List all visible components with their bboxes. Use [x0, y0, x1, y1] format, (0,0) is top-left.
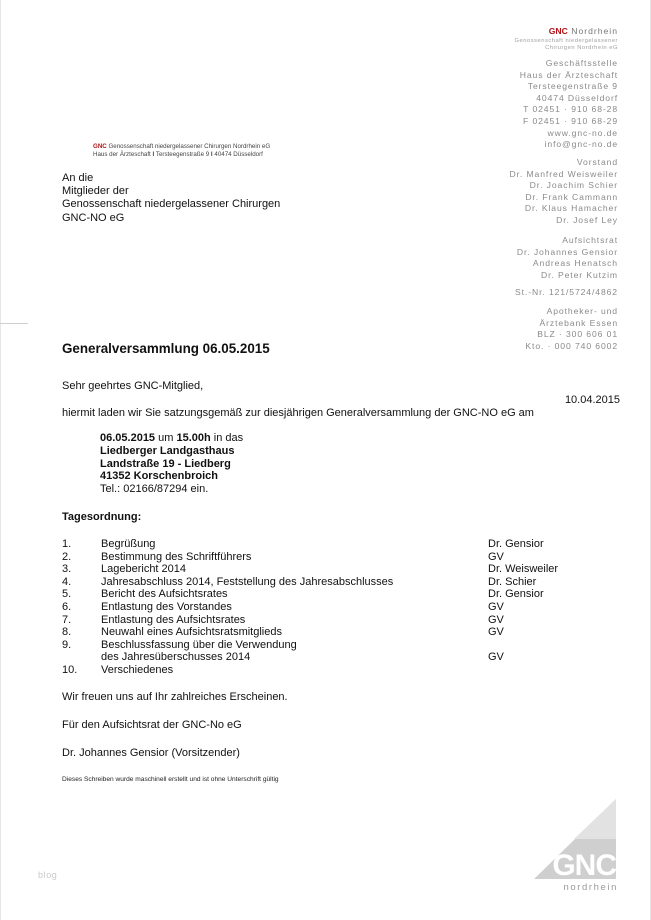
agenda-responsible: GV	[488, 550, 504, 563]
agenda-list	[62, 538, 582, 677]
board-member: Dr. Joachim Schier	[529, 180, 618, 191]
venue-connector: in das	[210, 432, 244, 444]
agenda-row	[62, 626, 582, 639]
agenda-number: 10.	[62, 663, 78, 676]
footnote: Dieses Schreiben wurde maschinell erstellt und ist ohne Unterschrift gültig	[62, 776, 279, 783]
agenda-item: Neuwahl eines Aufsichtsratsmitglieds	[101, 626, 282, 639]
agenda-number: 2.	[62, 550, 72, 563]
recipient-line: Genossenschaft niedergelassener Chirurgen	[62, 198, 281, 211]
board-member: Dr. Manfred Weisweiler	[509, 168, 618, 179]
letterhead-tax-number	[515, 287, 618, 299]
bank-line: Apotheker- und	[546, 306, 618, 316]
sender-house: Haus der Ärzteschaft	[93, 151, 151, 158]
agenda-number: 9.	[62, 638, 72, 651]
agenda-row	[62, 551, 582, 564]
supervisory-member: Dr. Peter Kutzim	[541, 269, 618, 280]
agenda-row	[62, 601, 582, 614]
letter-date: 10.04.2015	[564, 394, 620, 406]
bank-line: BLZ · 300 606 01	[537, 329, 618, 340]
tax-number: St.-Nr. 121/5724/4862	[515, 287, 618, 297]
agenda-row	[62, 614, 582, 627]
board-member: Dr. Josef Ley	[556, 214, 618, 225]
letterhead-board	[510, 157, 618, 227]
watermark-text: blog	[38, 870, 58, 880]
agenda-responsible: Dr. Gensior	[488, 538, 544, 550]
agenda-responsible: GV	[488, 600, 504, 613]
agenda-item: Lagebericht 2014	[101, 563, 187, 576]
sender-return-line	[93, 143, 270, 159]
venue-block	[100, 432, 243, 496]
supervisory-member: Andreas Henatsch	[532, 258, 618, 269]
recipient-address	[62, 172, 280, 225]
sender-separator: I	[152, 151, 155, 158]
agenda-number: 7.	[62, 613, 72, 626]
agenda-item: Jahresabschluss 2014, Feststellung des Jahresabschlusses	[101, 575, 394, 588]
supervisory-title: Aufsichtsrat	[562, 235, 618, 245]
letterhead-bank	[525, 306, 618, 352]
agenda-item: Bericht des Aufsichtsrates	[101, 588, 228, 601]
logo-triangle-highlight	[574, 799, 616, 839]
venue-phone: Tel.: 02166/87294 ein.	[100, 483, 209, 496]
agenda-item: Bestimmung des Schriftführers	[101, 550, 252, 563]
signer-name: Dr. Johannes Gensior (Vorsitzender)	[62, 747, 240, 759]
salutation: Sehr geehrtes GNC-Mitglied,	[62, 380, 204, 392]
agenda-number: 1.	[62, 538, 72, 550]
agenda-item: Entlastung des Vorstandes	[101, 600, 232, 613]
agenda-row	[62, 664, 582, 677]
board-line: Für den Aufsichtsrat der GNC-No eG	[62, 719, 242, 731]
fold-mark	[0, 323, 28, 324]
recipient-line: An die	[62, 172, 94, 184]
agenda-row	[62, 576, 582, 589]
bank-line: Kto. · 000 740 6002	[525, 340, 618, 351]
bank-line: Ärztebank Essen	[539, 317, 618, 328]
office-line: Geschäftsstelle	[545, 58, 618, 68]
logo-region: nordrhein	[563, 882, 618, 893]
office-phone: T 02451 · 910 68-28	[523, 104, 618, 115]
agenda-responsible: GV	[488, 626, 504, 639]
sender-mark: GNC	[93, 143, 107, 150]
agenda-title: Tagesordnung:	[62, 511, 142, 523]
agenda-responsible: Dr. Schier	[488, 575, 537, 588]
brand-sub-line: Genossenschaft niedergelassener	[514, 38, 618, 44]
subject-line: Generalversammlung 06.05.2015	[62, 341, 270, 356]
venue-street: Landstraße 19 - Liedberg	[100, 457, 231, 470]
brand-mark: GNC	[548, 26, 568, 36]
letterhead-brand	[549, 26, 618, 38]
agenda-number: 5.	[62, 588, 72, 601]
venue-connector: um	[155, 432, 177, 444]
agenda-row	[62, 588, 582, 601]
agenda-responsible: GV	[488, 651, 504, 664]
meeting-date: 06.05.2015	[100, 432, 156, 444]
agenda-number: 3.	[62, 563, 72, 576]
brand-sub-line: Chirurgen Nordrhein eG	[545, 45, 618, 51]
letterhead-supervisory	[517, 235, 618, 281]
office-line: Haus der Ärzteschaft	[519, 69, 618, 80]
agenda-item: Begrüßung	[101, 538, 156, 550]
supervisory-member: Dr. Johannes Gensior	[516, 246, 618, 257]
agenda-number: 4.	[62, 575, 72, 588]
brand-region: Nordrhein	[571, 26, 618, 36]
recipient-line: GNC-NO eG	[62, 211, 125, 224]
agenda-item: Entlastung des Aufsichtsrates	[101, 613, 246, 626]
sender-city: 40474 Düsseldorf	[214, 151, 263, 158]
sender-street: Tersteegenstraße 9	[155, 151, 210, 158]
agenda-row	[62, 538, 582, 551]
sender-separator: I	[210, 151, 213, 158]
board-title: Vorstand	[576, 157, 618, 167]
board-member: Dr. Frank Cammann	[525, 191, 618, 202]
office-email: info@gnc-no.de	[544, 139, 618, 150]
agenda-row	[62, 639, 582, 664]
agenda-responsible: Dr. Gensior	[488, 588, 544, 601]
meeting-time: 15.00h	[176, 432, 211, 444]
agenda-number: 8.	[62, 626, 72, 639]
agenda-row	[62, 563, 582, 576]
board-member: Dr. Klaus Hamacher	[524, 203, 618, 214]
letterhead-brand-sub	[515, 38, 618, 52]
sender-org: Genossenschaft niedergelassener Chirurgen Nordrhein eG	[108, 143, 271, 150]
recipient-line: Mitglieder der	[62, 185, 129, 198]
logo-mark: GNC	[552, 849, 616, 882]
closing-text: Wir freuen uns auf Ihr zahlreiches Erscheinen.	[62, 691, 288, 703]
venue-name: Liedberger Landgasthaus	[100, 444, 235, 457]
office-website: www.gnc-no.de	[547, 127, 618, 138]
agenda-responsible: Dr. Weisweiler	[488, 563, 559, 576]
office-line: Tersteegenstraße 9	[527, 81, 618, 92]
venue-city: 41352 Korschenbroich	[100, 470, 218, 483]
letterhead-office	[520, 58, 618, 151]
intro-text: hiermit laden wir Sie satzungsgemäß zur diesjährigen Generalversammlung der GNC-NO eG am	[62, 407, 534, 419]
agenda-item: Beschlussfassung über die Verwendung des Jahresüberschusses 2014	[101, 638, 297, 664]
agenda-item: Verschiedenes	[101, 663, 174, 676]
agenda-number: 6.	[62, 600, 72, 613]
agenda-responsible: GV	[488, 613, 504, 626]
office-fax: F 02451 · 910 68-29	[523, 115, 618, 126]
office-line: 40474 Düsseldorf	[536, 92, 618, 103]
gnc-logo	[530, 797, 622, 893]
